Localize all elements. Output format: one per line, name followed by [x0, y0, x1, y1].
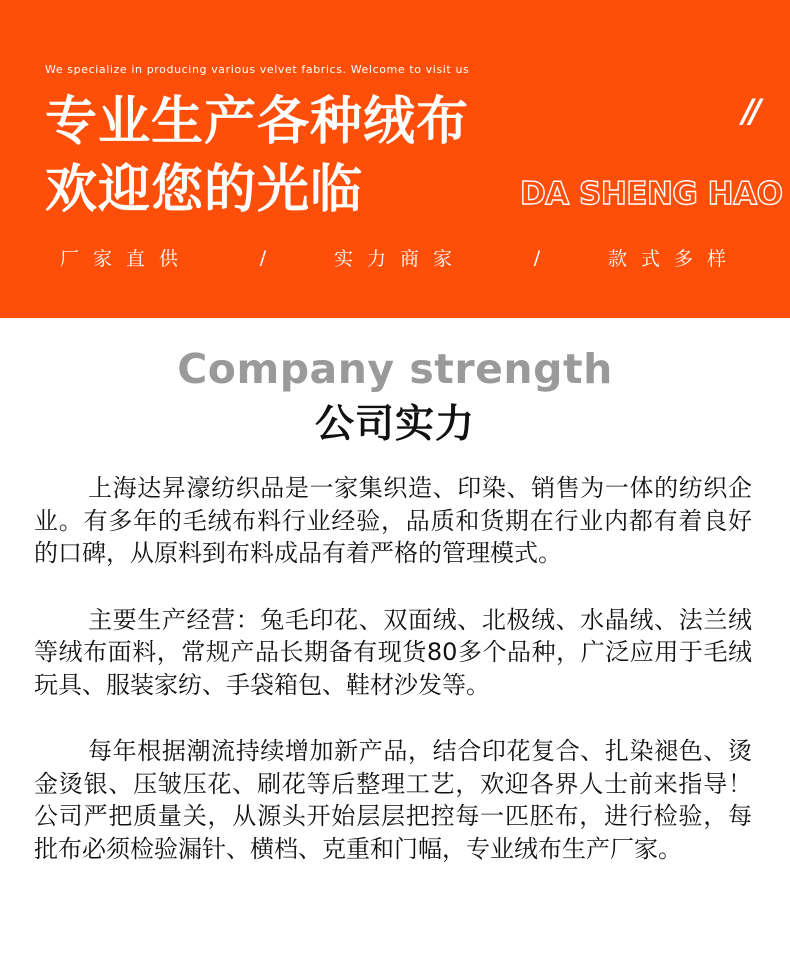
- section-title-english: Company strength: [177, 345, 613, 393]
- feature-separator: /: [533, 246, 541, 269]
- banner-headline-line1: 专业生产各种绒布: [45, 92, 470, 152]
- banner-tagline: We specialize in producing various velvet fabrics. Welcome to visit us: [45, 63, 470, 76]
- company-description: [34, 472, 752, 899]
- hero-banner: [0, 0, 790, 318]
- feature-various-styles: 款式多样: [607, 248, 740, 270]
- feature-separator: /: [259, 246, 267, 269]
- decorative-slashes: //: [742, 92, 758, 130]
- feature-direct-supply: 厂家直供: [60, 248, 193, 270]
- brand-name: DA SHENG HAO: [520, 176, 783, 212]
- feature-strong-merchant: 实力商家: [333, 248, 466, 270]
- paragraph-company-intro: 上海达昇濠纺织品是一家集织造、印染、销售为一体的纺织企业。有多年的毛绒布料行业经验，品质和货期在行业内都有着良好的口碑，从原料到布料成品有着严格的管理模式。: [34, 474, 752, 567]
- paragraph-quality-process: 每年根据潮流持续增加新产品，结合印花复合、扎染褪色、烫金烫银、压皱压花、刷花等后整理工艺，欢迎各界人士前来指导！公司严把质量关，从源头开始层层把控每一匹胚布，进行检验，每批布必须检验漏针、横档、克重和门幅，专业绒布生产厂家。: [34, 737, 752, 863]
- section-title-chinese: 公司实力: [314, 402, 475, 447]
- banner-headline-line2: 欢迎您的光临: [45, 160, 364, 220]
- feature-strip: [60, 244, 740, 271]
- paragraph-main-products: 主要生产经营：兔毛印花、双面绒、北极绒、水晶绒、法兰绒等绒布面料，常规产品长期备有现货80多个品种，广泛应用于毛绒玩具、服装家纺、手袋箱包、鞋材沙发等。: [34, 605, 752, 699]
